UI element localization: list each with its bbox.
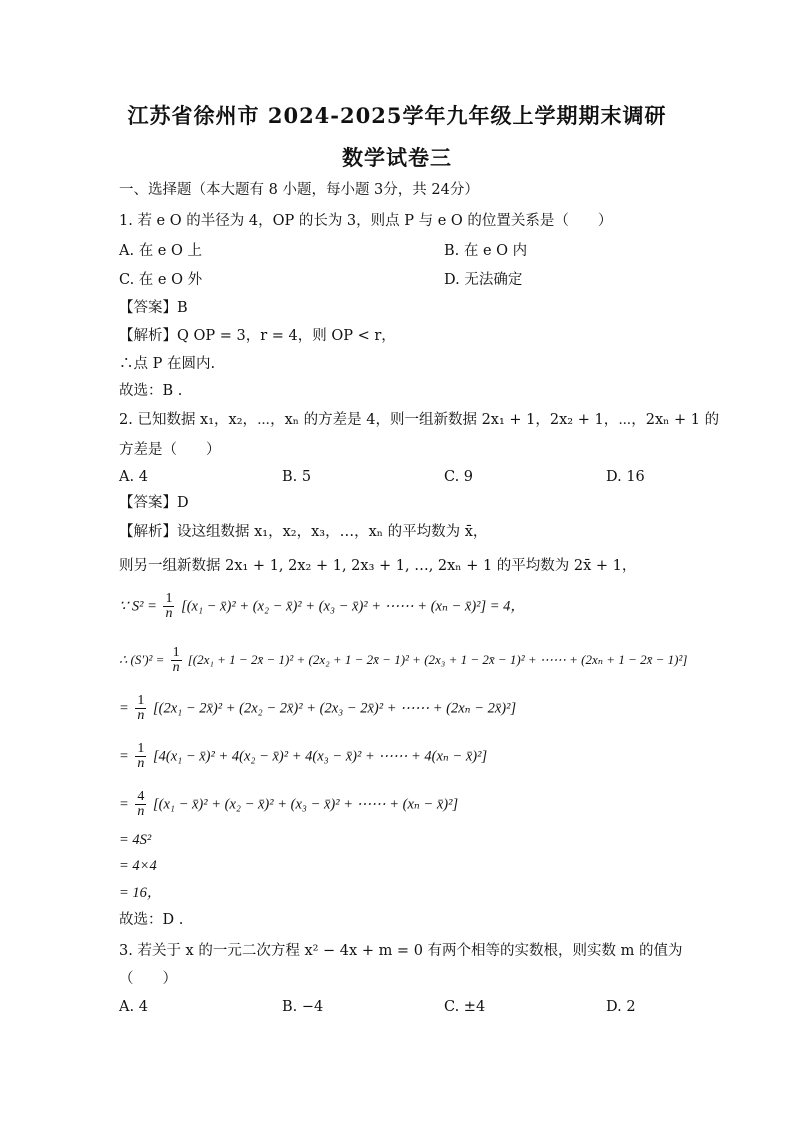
question-1-option-a: A. 在 e O 上 bbox=[119, 243, 202, 259]
fraction-numerator: 1 bbox=[172, 645, 180, 660]
question-3-option-b: B. −4 bbox=[282, 999, 324, 1015]
simplification-step-3 bbox=[119, 790, 458, 819]
result-step-1: = 4S² bbox=[119, 832, 152, 848]
question-3-option-d: D. 2 bbox=[606, 999, 636, 1015]
formula-body: [(2x₁ − 2x̄)² + (2x₂ − 2x̄)² + (2x₃ − 2x̄)² + ⋯⋯ + (2xₙ − 2x̄)²] bbox=[153, 700, 517, 717]
document-title: 江苏省徐州市 2024-2025学年九年级上学期期末调研 bbox=[127, 103, 667, 128]
document-subtitle: 数学试卷三 bbox=[342, 145, 452, 170]
question-1-option-d: D. 无法确定 bbox=[444, 272, 523, 288]
section-heading: 一、选择题（本大题有 8 小题，每小题 3分，共 24分） bbox=[119, 182, 479, 198]
question-2-analysis: 【解析】设这组数据 x₁，x₂，x₃，…，xₙ 的平均数为 x̄， bbox=[119, 524, 488, 540]
fraction bbox=[135, 742, 146, 771]
variance-definition bbox=[119, 592, 525, 621]
question-2-conclusion: 故选：D . bbox=[119, 912, 184, 928]
result-step-3: = 16， bbox=[119, 885, 162, 901]
simplification-step-1 bbox=[119, 694, 516, 723]
fraction-numerator: 4 bbox=[137, 789, 145, 804]
question-3-option-a: A. 4 bbox=[119, 999, 148, 1015]
formula-head: ∴ (S′)² = bbox=[119, 652, 165, 667]
question-2-option-a: A. 4 bbox=[119, 469, 148, 485]
fraction bbox=[163, 592, 174, 621]
fraction bbox=[135, 790, 146, 819]
question-1-step: ∴点 P 在圆内. bbox=[119, 356, 216, 372]
fraction-numerator: 1 bbox=[165, 591, 173, 606]
fraction-numerator: 1 bbox=[137, 741, 145, 756]
fraction-denominator: n bbox=[137, 708, 145, 723]
fraction bbox=[135, 694, 146, 723]
fraction-denominator: n bbox=[165, 606, 173, 621]
result-step-2: = 4×4 bbox=[119, 858, 157, 874]
formula-body: [(2x₁ + 1 − 2x̄ − 1)² + (2x₂ + 1 − 2x̄ − 1)² + (2x₃ + 1 − 2x̄ − 1)² + ⋯⋯ + (2xₙ + 1 − 2x̄ − 1)²] bbox=[187, 652, 688, 667]
fraction-denominator: n bbox=[172, 660, 180, 675]
question-1-stem: 1. 若 e O 的半径为 4，OP 的长为 3，则点 P 与 e O 的位置关系是（ ） bbox=[119, 213, 613, 229]
question-1-conclusion: 故选：B . bbox=[119, 383, 183, 399]
formula-body: [(x₁ − x̄)² + (x₂ − x̄)² + (x₃ − x̄)² + ⋯⋯ + (xₙ − x̄)²] = 4， bbox=[181, 598, 525, 615]
question-2-option-c: C. 9 bbox=[444, 469, 474, 485]
formula-head: ∵ S² = bbox=[119, 598, 157, 615]
fraction-numerator: 1 bbox=[137, 693, 145, 708]
question-1-option-b: B. 在 e O 内 bbox=[444, 243, 528, 259]
formula-body: [(x₁ − x̄)² + (x₂ − x̄)² + (x₃ − x̄)² + ⋯⋯ + (xₙ − x̄)²] bbox=[153, 796, 459, 813]
question-3-stem-continued: （ ） bbox=[119, 971, 177, 987]
question-2-stem-continued: 方差是（ ） bbox=[119, 442, 221, 458]
fraction-denominator: n bbox=[137, 804, 145, 819]
question-2-option-b: B. 5 bbox=[282, 469, 312, 485]
formula-head: = bbox=[119, 796, 129, 813]
question-3-option-c: C. ±4 bbox=[444, 999, 486, 1015]
fraction bbox=[171, 646, 182, 675]
question-2-option-d: D. 16 bbox=[606, 469, 645, 485]
question-2-step: 则另一组新数据 2x₁ + 1, 2x₂ + 1, 2x₃ + 1, …, 2xₙ + 1 的平均数为 2x̄ + 1， bbox=[119, 558, 637, 574]
fraction-denominator: n bbox=[137, 756, 145, 771]
simplification-step-2 bbox=[119, 742, 487, 771]
formula-head: = bbox=[119, 700, 129, 717]
question-1-option-c: C. 在 e O 外 bbox=[119, 272, 203, 288]
formula-head: = bbox=[119, 748, 129, 765]
question-1-analysis: 【解析】Q OP = 3，r = 4，则 OP < r， bbox=[119, 328, 396, 344]
question-3-stem: 3. 若关于 x 的一元二次方程 x² − 4x + m = 0 有两个相等的实数根，则实数 m 的值为 bbox=[119, 943, 683, 959]
formula-body: [4(x₁ − x̄)² + 4(x₂ − x̄)² + 4(x₃ − x̄)² + ⋯⋯ + 4(xₙ − x̄)²] bbox=[153, 748, 488, 765]
question-1-answer: 【答案】B bbox=[119, 300, 188, 316]
question-2-answer: 【答案】D bbox=[119, 495, 189, 511]
question-2-stem: 2. 已知数据 x₁，x₂，⋯，xₙ 的方差是 4，则一组新数据 2x₁ + 1，2x₂ + 1，⋯，2xₙ + 1 的 bbox=[119, 412, 720, 428]
new-variance-expansion bbox=[119, 646, 687, 675]
